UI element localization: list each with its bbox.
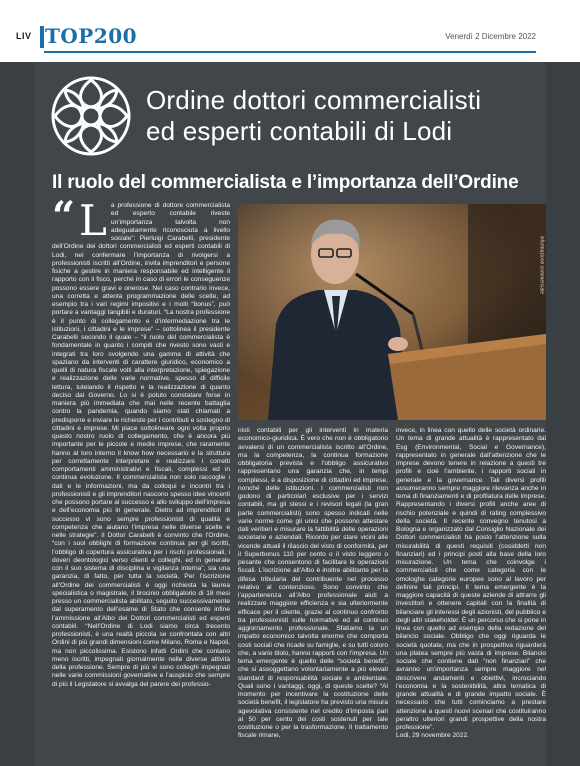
photo-credit: informazione commerciale — [538, 235, 544, 294]
signoff: Lodi, 29 novembre 2022. — [396, 732, 469, 740]
column-3-text: invece, in linea con quello delle società ordinarie. Un tema di grande attualità è rappresentato dal Esg (Environmental, Social e Governance), rappresentato in generale dall’attenzione che le imprese devono tenere in relazione a questi tre profili e cioè l’ambiente, i rapporti sociali in generale e la governance. Tali diversi profili assumeranno sempre maggiore rilevanza anche in tema di finanziamenti e di profilatura delle imprese. Rappresentando i diversi profili anche aree di rischio potenziale e quindi di rating complessivo della società. Il recente convegno tenutosi a Bologna e organizzato dal Consiglio Nazionale dei Dottori commercialisti ha posto l’attenzione sulla misurabilità di questi requisiti (cosiddetti non finanziari) ed i principi posti alla base della loro misurazione. Un tema che coinvolge i commercialisti che come categoria con le omologhe categorie europee sono al lavoro per definire tali principi. Il tema emergente è la maggiore capacità di queste aziende di attrarre gli investitori e ottenere capitali con la finalità di bilanciare gli interessi degli azionisti, del pubblico e degli altri stakeholder. È un percorso che si pone in linea con quello ad esempio della redazione del bilancio sociale. Obbligo che oggi riguarda le società quotate, ma che in prospettiva riguarderà una platea sempre più vasta di imprese. Bilancio sociale che contiene dati “non finanziari” che avranno un’importanza sempre maggiore nel descrivere andamenti e obiettivi, incrociando l’economia e la sostenibilità, altra tematica di grande attualità e di grande impatto sociale. È necessario che tutti cominciamo a prestare attenzione a questi nuovi scenari che costituiranno peraltro ulteriori grandi prospettive della nostra professione”. — [396, 427, 546, 731]
column-1-text: a professione di dottore commercialista ed esperto contabile riveste un’importanza talvolta non adeguatamente riconosciuta a livello sociale”: Pierluigi Carabelli, presidente dell’Ordine dei dottori commercialisti ed esperti contabili di Lodi, nel confermare l’importanza di rivolgersi a professionisti iscritti all’Ordine, invita imprenditori e persone fisiche a gestire in maniera responsabile ed intelligente il rapporto con il fisco, perché in caso di errori le conseguenze possono essere gravi e onerose. Nel caso contrario invece, una corretta e attenta programmazione delle scelte, ad esempio tra i vari regimi impositivi e i molti “bonus”, può portare a vantaggi tangibili e duraturi. “La nostra professione è il punto di collegamento e d’intermediazione tra le istituzioni, i cittadini e le imprese” – sottolinea il presidente Carabelli secondo il quale – “il ruolo del commercialista è fondamentale in quanto i compiti che rivesto sono vasti e integrati tra loro svolgendo una gamma di attività che spaziano da interventi di carattere giuridico, economico a quelli di natura fiscale volti alla interpretazione, spiegazione e realizzazione delle varie normative, spesso di difficile lettura, tutelando il rispetto e la realizzazione di quanto deciso dal Governo. Lo si è potuto constatare forse in maniera più immediata che mai nelle recente battaglia contro la pandemia, quando siamo stati chiamati a predisporre e inviare le richieste per i contributi e sostegno di cittadini e imprese. Mi piace sottolineare ogni volta proprio questo nostro ruolo di collegamento, che è ancora più importante per le piccole e medie imprese, che raramente hanno al loro interno il know how necessario e la struttura per correttamente interpretare e realizzare i corretti comportamenti amministrativi e fiscali, complessi ed in continua evoluzione. Il commercialista non solo raccoglie i dati e le informazioni, ma da colloqui e incontri tra i professionisti e gli imprenditori nascono spesso idee vincenti che possono portare al successo e allo sviluppo dell’impresa e dell’economia più in generale. Dietro ad imprenditori di successo vi sono sempre professionisti di qualità e competenza che aiutano l’impresa nelle diverse scelte e nelle strategie”. Il Dottor Carabelli è convinto che l’Ordine, “con i suoi obblighi di formazione continua per gli iscritti, l’obbligo di copertura assicurativa per i rischi professionali, i doveri deontologici verso clienti e colleghi, ed in generale con il suo sistema di disciplina e vigilanza interna”, sia una garanzia, di fatto, per tutta la società. Per l’iscrizione all’Ordine dei commercialisti è oggi richiesta la laurea specialistica o magistrale, il tirocinio obbligatorio di 18 mesi presso un commercialista abilitato, seguito successivamente dal superamento dell’esame di Stato che consente infine l’ammissione all’Albo dei Dottori commercialisti ed esperti contabili. “Nell’Ordine di Lodi siamo circa trecento professionisti, è una realtà piccola se confrontata con altri Ordini di più grandi dimensioni come Milano, Roma e Napoli, ma non piccolissima. Esistono infatti Ordini che contano meno iscritti, impegnati giornalmente nelle diverse attività della professione. Sempre di più vi sono colleghi impegnati nelle varie commissioni governative e l’auspicio che sempre di più il Legislatore si avvalga del parere dei professio- — [52, 202, 230, 688]
opening-quote-mark: “ — [52, 193, 76, 240]
article-column-2 — [238, 427, 388, 762]
order-logo-icon — [50, 75, 132, 157]
issue-date: Venerdì 2 Dicembre 2022 — [445, 32, 536, 41]
header-rule — [44, 51, 536, 53]
brand-accent-bar — [40, 26, 44, 48]
speaker-photo — [238, 204, 546, 420]
section-brand — [45, 24, 137, 48]
brand-number: 200 — [93, 24, 138, 48]
title-line-2: ed esperti contabili di Lodi — [146, 116, 453, 146]
article-column-3 — [396, 427, 546, 762]
title-line-1: Ordine dottori commercialisti — [146, 85, 482, 115]
column-2-text: nisti contabili per gli interventi in materia economico-giuridica. È vero che non è obbligatorio avvalersi di un commercialista iscritto all’Ordine, ma la competenza, la continua formazione obbligatoria prevista e l’obbligo assicurativo rappresentano una garanzia che, in tempi complessi, è a disposizione di cittadini ed imprese, nonché delle istituzioni. I commercialisti non godono di particolari esclusive per i servizi contabili, ma gli stessi e i revisori legali (la gran parte commercialisti) sono spesso indicati nelle varie norme come gli unici che possono attestare dati veritieri e misurare la fattibilità delle operazioni societarie e aziendali. Ricordo per stare vicini alle vicende attuali il rilascio del visto di conformità, per il Superbonus 110 per cento o il visto leggero o pesante che consentono di facilitare le operazioni fiscali. L’iscrizione all’Albo è inoltre abilitante per la difesa tributaria del contribuente nel processo relativo al contenzioso. Sono convinto che l’appartenenza all’Albo professionale aiuti a realizzare maggiore efficienza e sia ulteriormente efficace per il cliente, grazie al continuo confronto tra professionisti sulle normative ed al continuo aggiornamento professionale. Sfatiamo la un impatto economico talvolta enorme che comporta costi sociali che ricade su famiglie, e su tutti coloro che, a vario titolo, hanno rapporti con l’impresa. Un tema emergente è quello delle “società benefit”, che si assoggettano volontariamente a più elevati standard di responsabilità sociale e ambientale. Quali sono i vantaggi, oggi, di queste scelte? “Al momento per incentivare la costituzione delle società benefit, il legislatore ha previsto una misura agevolativa consistente nel credito d’imposta pari al 50 per cento dei costi sostenuti per tale costituzione o per la trasformazione. Il trattamento fiscale rimane, — [238, 427, 388, 740]
article-column-1 — [52, 193, 230, 762]
page-header — [0, 0, 580, 62]
article-title — [146, 85, 546, 147]
brand-text: TOP — [45, 24, 94, 48]
article-subtitle: Il ruolo del commercialista e l’importanza dell’Ordine — [52, 172, 519, 193]
page-number: LIV — [16, 31, 32, 41]
drop-cap: L — [79, 196, 107, 245]
speaker-photo-illustration — [238, 204, 546, 420]
